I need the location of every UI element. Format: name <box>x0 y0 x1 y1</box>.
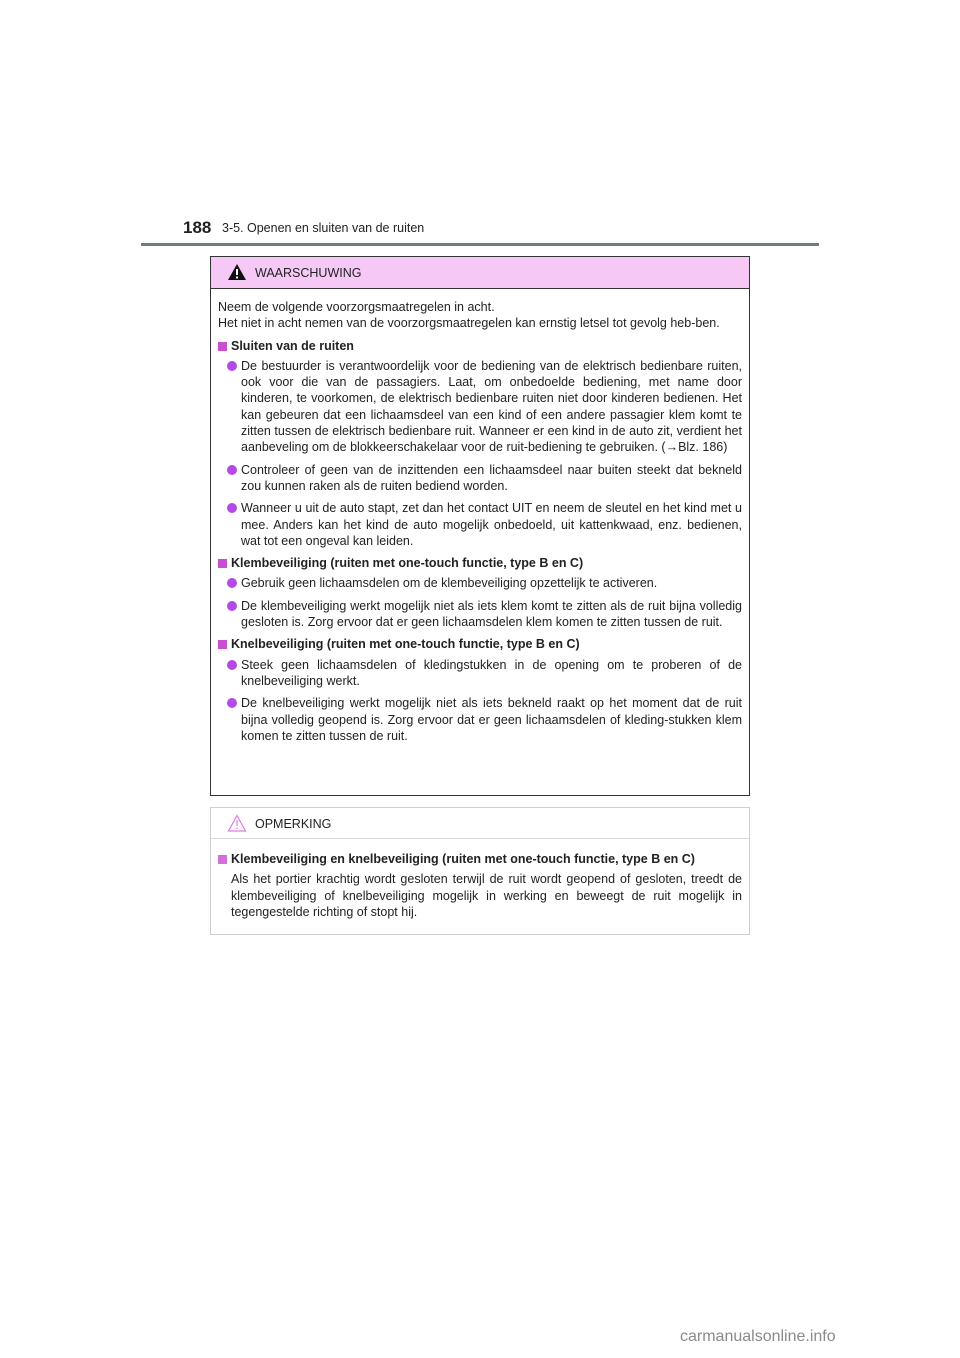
round-bullet-icon <box>227 601 237 611</box>
warning-box <box>210 256 750 796</box>
note-heading <box>218 851 742 867</box>
list-item-text: De klembeveiliging werkt mogelijk niet als iets klem komt te zitten als de ruit bijna volledig gesloten is. Zorg ervoor dat er geen lichaamsdelen klem komen te zitten tussen de ruit. <box>241 598 742 630</box>
section-heading <box>218 555 742 571</box>
round-bullet-icon <box>227 465 237 475</box>
section-heading <box>218 636 742 652</box>
list-item <box>218 695 742 744</box>
watermark: carmanualsonline.info <box>680 1328 836 1345</box>
list-item-text: Wanneer u uit de auto stapt, zet dan het contact UIT en neem de sleutel en het kind met u mee. Anders kan het kind de auto mogelijk onbedoeld, uit kattenkwaad, enz. bedienen, wat tot een ongeval kan leiden. <box>241 501 742 548</box>
round-bullet-icon <box>227 361 237 371</box>
warning-triangle-outline-icon <box>227 814 247 832</box>
list-item <box>218 657 742 690</box>
section-heading <box>218 338 742 354</box>
list-item <box>218 598 742 631</box>
section-heading-text: Klembeveiliging (ruiten met one-touch functie, type B en C) <box>231 556 584 571</box>
list-item <box>218 462 742 495</box>
round-bullet-icon <box>227 698 237 708</box>
warning-title: WAARSCHUWING <box>255 266 362 280</box>
header-rule <box>141 243 819 246</box>
warning-header <box>211 257 749 289</box>
section-heading-text: Sluiten van de ruiten <box>231 338 354 353</box>
list-item <box>218 500 742 549</box>
square-bullet-icon <box>218 855 227 864</box>
square-bullet-icon <box>218 559 227 568</box>
round-bullet-icon <box>227 660 237 670</box>
round-bullet-icon <box>227 503 237 513</box>
section-heading-text: Knelbeveiliging (ruiten met one-touch functie, type B en C) <box>231 637 580 652</box>
intro-line: Het niet in acht nemen van de voorzorgsmaatregelen kan ernstig letsel tot gevolg heb-ben. <box>218 316 720 331</box>
list-item-text: Controleer of geen van de inzittenden een lichaamsdeel naar buiten steekt dat bekneld zou kunnen raken als de ruiten bediend worden. <box>241 462 742 493</box>
note-heading-text: Klembeveiliging en knelbeveiliging (ruiten met one-touch functie, type B en C) <box>231 852 695 866</box>
square-bullet-icon <box>218 342 227 351</box>
list-item-text: De bestuurder is verantwoordelijk voor de bediening van de elektrisch bedienbare ruiten, ook voor die van de passagiers. Laat, om onbedoelde bediening, met name door kinderen, te voorkomen, de elektrisch bedienbare ruiten niet door kinderen bedienen. Het kan gebeuren dat een lichaamsdeel van een kind of een andere passagier klem komt te zitten tussen de elektrisch bedienbare ruit. Wanneer er een kind in de auto zit, verdient het aanbeveling om de blokkeerschakelaar voor de ruit-bediening te gebruiken. (→Blz. 186) <box>241 358 742 455</box>
note-header <box>211 808 749 839</box>
list-item-text: Gebruik geen lichaamsdelen om de klembeveiliging opzettelijk te activeren. <box>241 576 658 591</box>
list-item-text: De knelbeveiliging werkt mogelijk niet als iets bekneld raakt op het moment dat de ruit bijna volledig geopend is. Zorg ervoor dat er geen lichaamsdelen of kleding-stukken klem komen te zitten tussen de ruit. <box>241 696 742 743</box>
list-item-text: Steek geen lichaamsdelen of kledingstukken in de opening om te proberen of de knelbeveiliging werkt. <box>241 657 742 688</box>
note-text: Als het portier krachtig wordt gesloten terwijl de ruit wordt geopend of gesloten, treedt de klembeveiliging of knelbeveiliging mogelijk in werking en beweegt de ruit mogelijk in tegengestelde richting of stopt hij. <box>231 872 742 919</box>
warning-intro <box>218 299 742 332</box>
intro-line: Neem de volgende voorzorgsmaatregelen in acht. <box>218 300 495 314</box>
note-title: OPMERKING <box>255 817 332 831</box>
round-bullet-icon <box>227 578 237 588</box>
list-item <box>218 358 742 456</box>
section-title: 3-5. Openen en sluiten van de ruiten <box>222 221 425 235</box>
page-number: 188 <box>183 218 212 237</box>
square-bullet-icon <box>218 640 227 649</box>
list-item <box>218 575 742 591</box>
warning-triangle-filled-icon <box>227 263 247 281</box>
note-box <box>210 807 750 935</box>
